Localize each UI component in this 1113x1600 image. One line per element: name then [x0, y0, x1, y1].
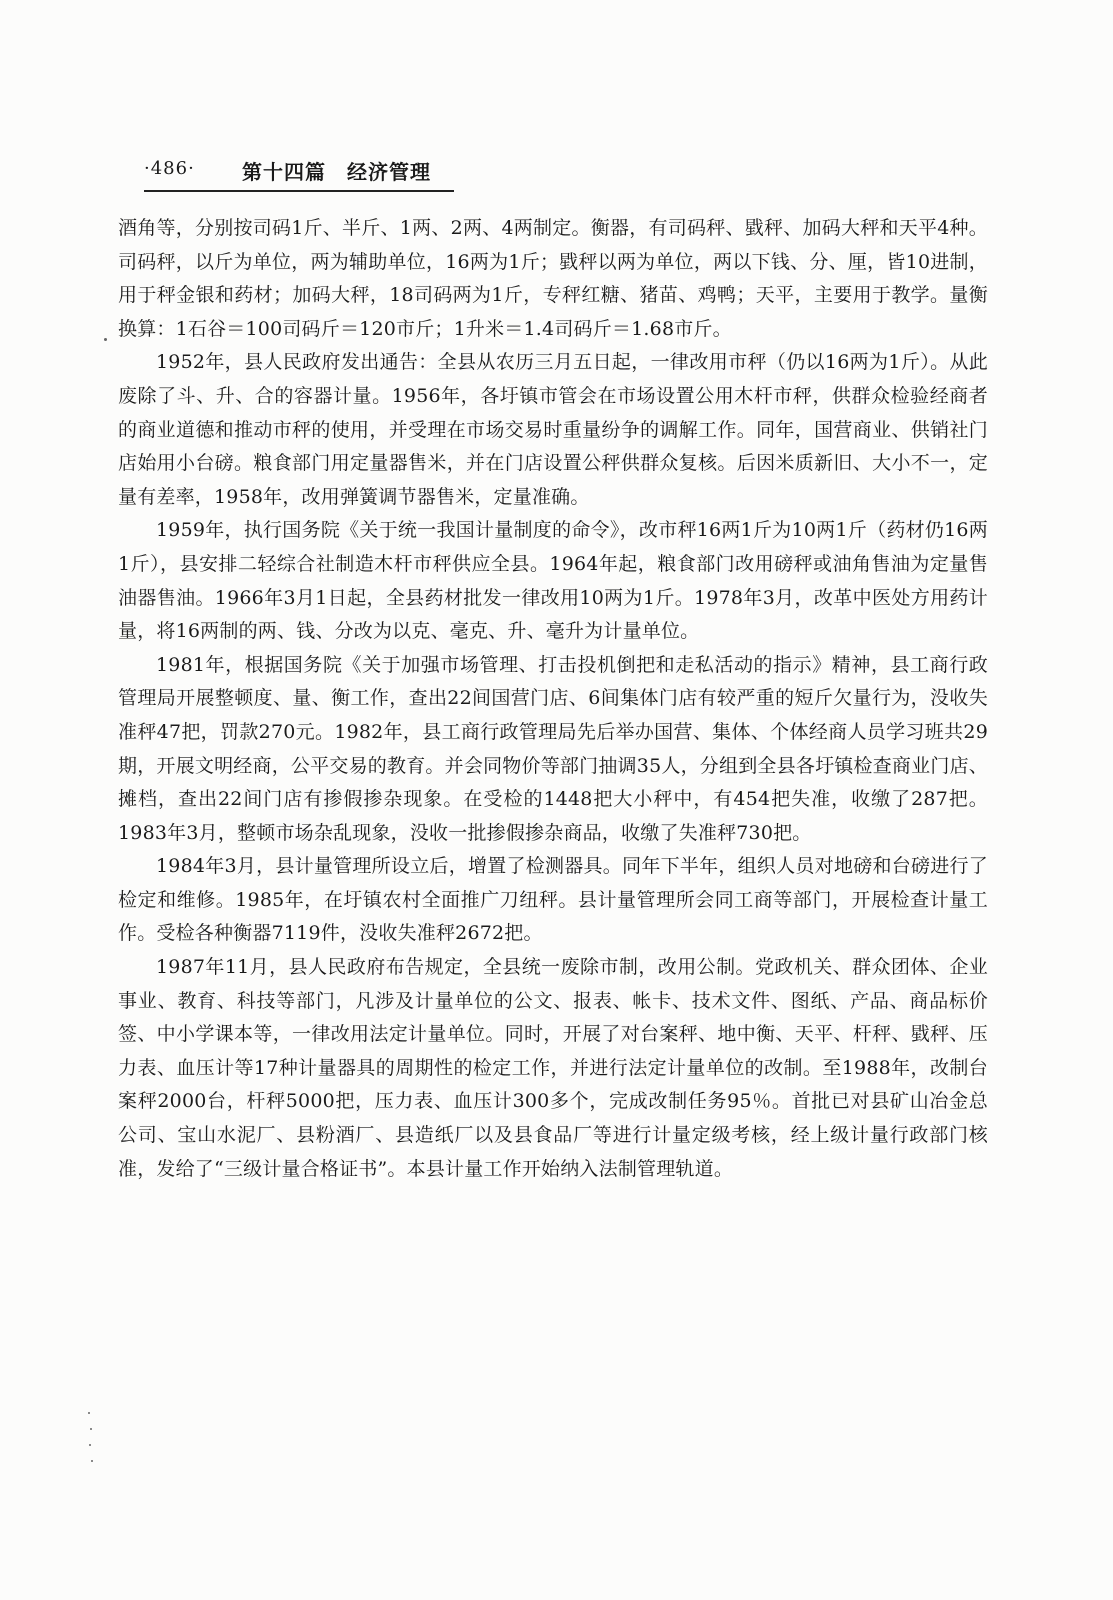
- scan-speck: [88, 1412, 90, 1414]
- body-text: [118, 212, 988, 1186]
- page-header: [144, 158, 454, 192]
- scan-speck: [91, 1460, 93, 1462]
- section-title: 第十四篇 经济管理: [242, 160, 431, 184]
- paragraph: 酒角等，分别按司码1斤、半斤、1两、2两、4两制定。衡器，有司码秤、戥秤、加码大秤和天平4种。司码秤，以斤为单位，两为辅助单位，16两为1斤；戥秤以两为单位，两以下钱、分、厘，皆10进制，用于秤金银和药材；加码大秤，18司码两为1斤，专秤红糖、猪苗、鸡鸭；天平，主要用于教学。量衡换算：1石谷＝100司码斤＝120市斤；1升米＝1.4司码斤＝1.68市斤。: [118, 217, 988, 340]
- paragraph: 1984年3月，县计量管理所设立后，增置了检测器具。同年下半年，组织人员对地磅和台磅进行了检定和维修。1985年，在圩镇农村全面推广刀纽秤。县计量管理所会同工商等部门，开展检查计量工作。受检各种衡器7119件，没收失准秤2672把。: [118, 855, 988, 945]
- scan-speck: [90, 1428, 92, 1430]
- paragraph: 1959年，执行国务院《关于统一我国计量制度的命令》，改市秤16两1斤为10两1斤（药材仍16两1斤），县安排二轻综合社制造木杆市秤供应全县。1964年起，粮食部门改用磅秤或油角售油为定量售油器售油。1966年3月1日起，全县药材批发一律改用10两为1斤。1978年3月，改革中医处方用药计量，将16两制的两、钱、分改为以克、毫克、升、毫升为计量单位。: [118, 519, 988, 643]
- page-number: ·486·: [144, 158, 195, 179]
- paragraph: 1987年11月，县人民政府布告规定，全县统一废除市制，改用公制。党政机关、群众团体、企业事业、教育、科技等部门，凡涉及计量单位的公文、报表、帐卡、技术文件、图纸、产品、商品标价签、中小学课本等，一律改用法定计量单位。同时，开展了对台案秤、地中衡、天平、杆秤、戥秤、压力表、血压计等17种计量器具的周期性的检定工作，并进行法定计量单位的改制。至1988年，改制台案秤2000台，杆秤5000把，压力表、血压计300多个，完成改制任务95％。首批已对县矿山冶金总公司、宝山水泥厂、县粉酒厂、县造纸厂以及县食品厂等进行计量定级考核，经上级计量行政部门核准，发给了“三级计量合格证书”。本县计量工作开始纳入法制管理轨道。: [118, 956, 988, 1180]
- paragraph: 1952年，县人民政府发出通告：全县从农历三月五日起，一律改用市秤（仍以16两为1斤）。从此废除了斗、升、合的容器计量。1956年，各圩镇市管会在市场设置公用木杆市秤，供群众检验经商者的商业道德和推动市秤的使用，并受理在市场交易时重量纷争的调解工作。同年，国营商业、供销社门店始用小台磅。粮食部门用定量器售米，并在门店设置公秤供群众复核。后因米质新旧、大小不一，定量有差率，1958年，改用弹簧调节器售米，定量准确。: [118, 351, 988, 508]
- paragraph: 1981年，根据国务院《关于加强市场管理、打击投机倒把和走私活动的指示》精神，县工商行政管理局开展整顿度、量、衡工作，查出22间国营门店、6间集体门店有较严重的短斤欠量行为，没收失准秤47把，罚款270元。1982年，县工商行政管理局先后举办国营、集体、个体经商人员学习班共29期，开展文明经商，公平交易的教育。并会同物价等部门抽调35人，分组到全县各圩镇检查商业门店、摊档，查出22间门店有掺假掺杂现象。在受检的1448把大小秤中，有454把失准，收缴了287把。1983年3月，整顿市场杂乱现象，没收一批掺假掺杂商品，收缴了失准秤730把。: [118, 653, 988, 844]
- scan-speck: [104, 338, 107, 341]
- scan-speck: [89, 1444, 91, 1446]
